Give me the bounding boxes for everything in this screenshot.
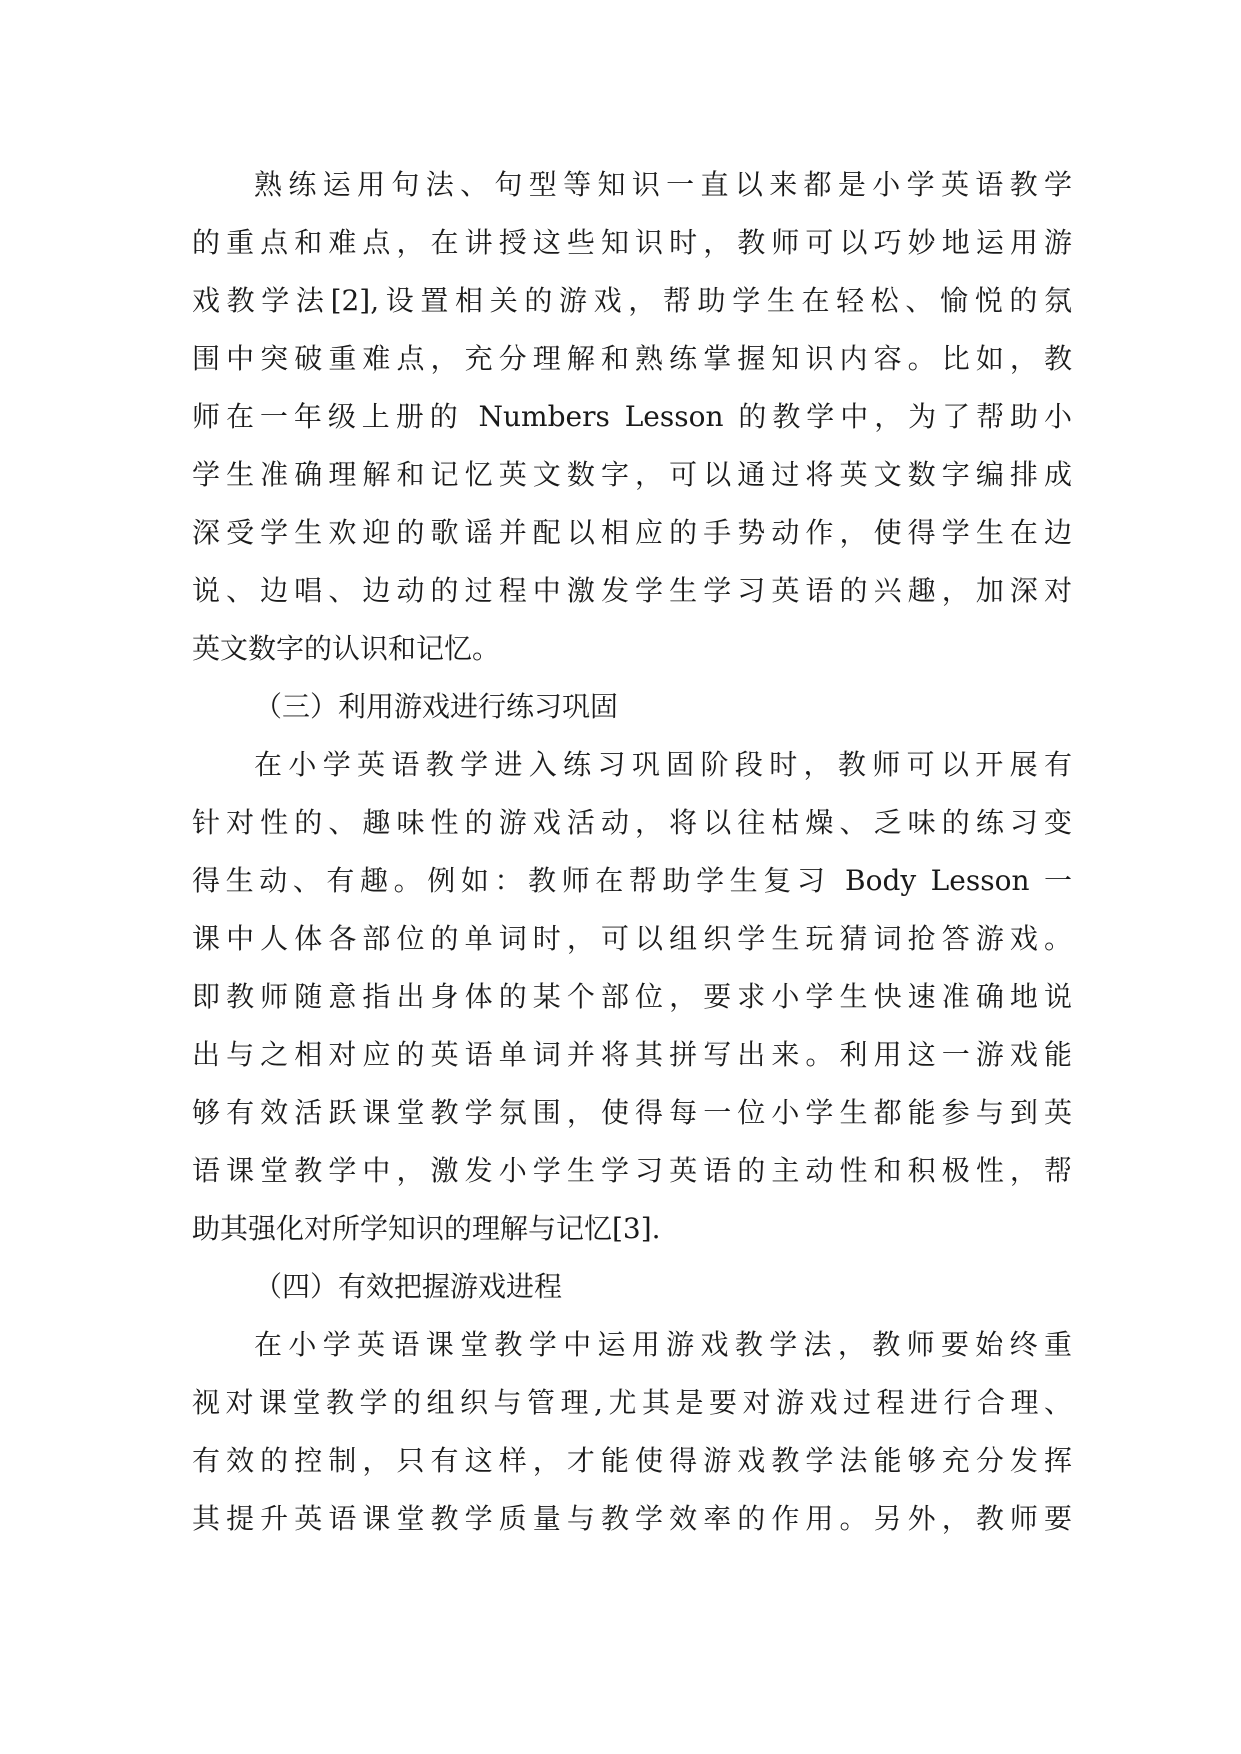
paragraph-line: 深受学生欢迎的歌谣并配以相应的手势动作，使得学生在边: [192, 516, 1072, 549]
paragraph-line: 针对性的、趣味性的游戏活动，将以往枯燥、乏味的练习变: [192, 806, 1072, 839]
paragraph-line: 说、边唱、边动的过程中激发学生学习英语的兴趣，加深对: [192, 574, 1072, 607]
paragraph-line: 英文数字的认识和记忆。: [192, 632, 501, 665]
section-heading: （四）有效把握游戏进程: [254, 1270, 563, 1303]
paragraph-line: 语课堂教学中，激发小学生学习英语的主动性和积极性，帮: [192, 1154, 1072, 1187]
paragraph-line: 熟练运用句法、句型等知识一直以来都是小学英语教学: [254, 168, 1072, 201]
paragraph-line: 在小学英语教学进入练习巩固阶段时，教师可以开展有: [254, 748, 1072, 781]
section-heading: （三）利用游戏进行练习巩固: [254, 690, 619, 723]
paragraph-line: 得生动、有趣。例如：教师在帮助学生复习 Body Lesson 一: [192, 864, 1072, 897]
paragraph-line: 够有效活跃课堂教学氛围，使得每一位小学生都能参与到英: [192, 1096, 1072, 1129]
paragraph-line: 有效的控制，只有这样，才能使得游戏教学法能够充分发挥: [192, 1444, 1072, 1477]
paragraph-line: 视对课堂教学的组织与管理,尤其是要对游戏过程进行合理、: [192, 1386, 1072, 1419]
paragraph-line: 其提升英语课堂教学质量与教学效率的作用。另外，教师要: [192, 1502, 1072, 1535]
paragraph-line: 的重点和难点，在讲授这些知识时，教师可以巧妙地运用游: [192, 226, 1072, 259]
paragraph-line: 课中人体各部位的单词时，可以组织学生玩猜词抢答游戏。: [192, 922, 1072, 955]
paragraph-line: 出与之相对应的英语单词并将其拼写出来。利用这一游戏能: [192, 1038, 1072, 1071]
paragraph-line: 即教师随意指出身体的某个部位，要求小学生快速准确地说: [192, 980, 1072, 1013]
paragraph-line: 戏教学法[2],设置相关的游戏，帮助学生在轻松、愉悦的氛: [192, 284, 1072, 317]
paragraph-line: 助其强化对所学知识的理解与记忆[3].: [192, 1212, 661, 1245]
paragraph-line: 在小学英语课堂教学中运用游戏教学法，教师要始终重: [254, 1328, 1072, 1361]
paragraph-line: 师在一年级上册的 Numbers Lesson 的教学中，为了帮助小: [192, 400, 1072, 433]
paragraph-line: 围中突破重难点，充分理解和熟练掌握知识内容。比如，教: [192, 342, 1072, 375]
paragraph-line: 学生准确理解和记忆英文数字，可以通过将英文数字编排成: [192, 458, 1072, 491]
body-text: [192, 156, 1072, 1548]
